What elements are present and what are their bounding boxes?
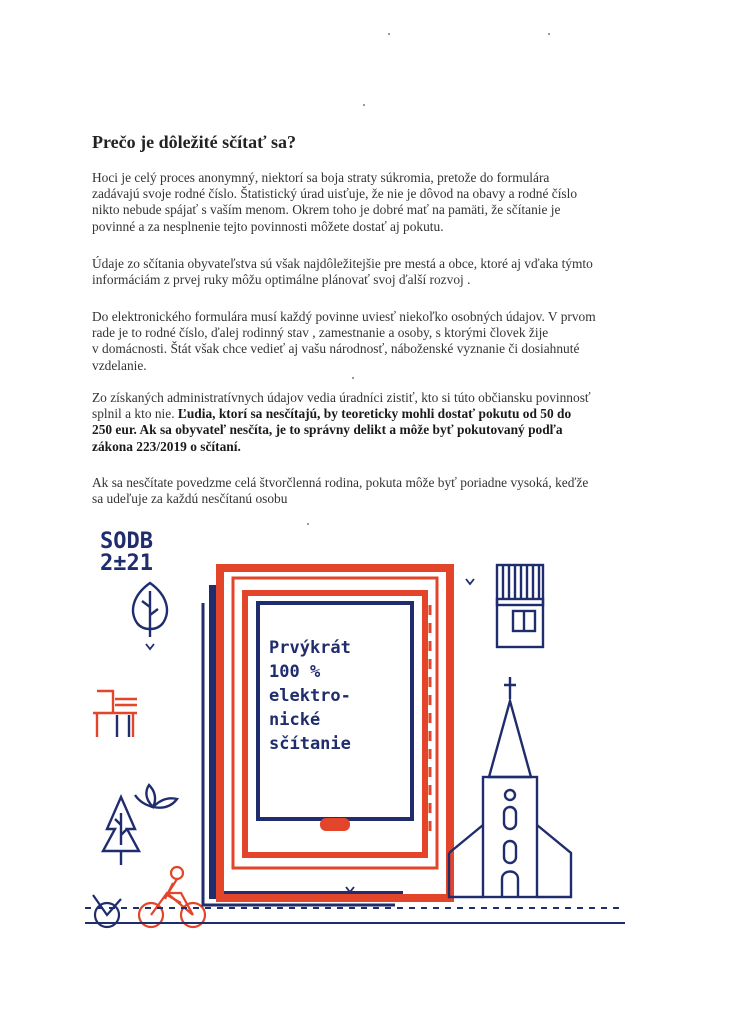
text-segment: nikto nebude spájať s vaším menom. Okrem toho je dobré mať na pamäti, že sčítanie je	[92, 202, 561, 218]
bold-text-segment: zákona 223/2019 o sčítaní.	[92, 438, 241, 454]
tablet-text-line: nické	[269, 710, 321, 730]
text-line	[92, 272, 652, 288]
logo-text-year: 2±21	[100, 551, 153, 576]
text-line	[92, 256, 652, 272]
text-line	[92, 475, 652, 491]
text-segment: Hoci je celý proces anonymný, niektorí sa boja straty súkromia, pretože do formulára	[92, 170, 550, 185]
text-segment: v domácnosti. Štát však chce vedieť aj vašu národnosť, náboženské vyznanie či dosiahnuté	[92, 341, 580, 357]
paragraph-personal-data	[92, 309, 652, 374]
cyclist-icon	[139, 867, 205, 927]
text-line	[92, 202, 652, 218]
text-segment: vzdelanie.	[92, 357, 147, 373]
text-line	[92, 422, 652, 438]
tablet-text-line: Prvýkrát	[269, 638, 351, 658]
chevron-down-icon	[466, 579, 474, 584]
paragraph-fines	[92, 390, 652, 455]
railway-line	[85, 908, 625, 923]
sodb-logo	[100, 529, 153, 576]
tablet-home-button	[320, 818, 350, 831]
paragraph-privacy	[92, 170, 652, 235]
text-line	[92, 170, 652, 186]
text-line	[92, 390, 652, 406]
text-line	[92, 491, 652, 507]
logo-text-sodb: SODB	[100, 529, 153, 554]
text-segment: zadávajú svoje rodné číslo. Štatistický úrad uisťuje, že nie je dôvod na obavy a rodné číslo	[92, 186, 578, 202]
text-segment: Ak sa nesčítate povedzme celá štvorčlenná rodina, pokuta môže byť poriadne vysoká, keďže	[92, 475, 589, 490]
text-segment: rade je to rodné číslo, ďalej rodinný stav , zamestnanie a osoby, s ktorými človek žije	[92, 325, 549, 341]
paragraph-family-fine	[92, 475, 652, 507]
text-segment: splnil a kto nie.	[92, 406, 178, 422]
text-line	[92, 219, 652, 235]
bold-text-segment: 250 eur. Ak sa obyvateľ nesčíta, je to správny delikt a môže byť pokutovaný podľa	[92, 422, 563, 438]
scan-speck	[352, 377, 354, 379]
text-segment: informáciám z prvej ruky môžu optimálne plánovať svoj ďalší rozvoj .	[92, 272, 471, 288]
text-line	[92, 186, 652, 202]
text-line	[92, 325, 652, 341]
church-icon	[449, 677, 571, 897]
text-line	[92, 406, 652, 422]
text-segment: povinné a za nesplnenie tejto povinnosti môžete dostať aj pokutu.	[92, 218, 444, 234]
scan-speck	[363, 104, 365, 106]
bold-text-segment: Ľudia, ktorí sa nesčítajú, by teoreticky mohli dostať pokutu od 50 do	[177, 406, 572, 422]
sprout-icon	[135, 785, 177, 808]
text-segment: Do elektronického formulára musí každý povinne uviesť niekoľko osobných údajov. V prvom	[92, 309, 596, 324]
text-line	[92, 341, 652, 357]
tablet-text-line: 100 %	[269, 662, 321, 682]
census-illustration	[85, 515, 645, 935]
paragraph-municipalities	[92, 256, 652, 288]
document-title: Prečo je dôležité sčítať sa?	[92, 132, 296, 152]
tablet-text-line: elektro-	[269, 686, 351, 706]
chevron-down-icon	[146, 644, 154, 649]
scan-speck	[548, 33, 550, 35]
scan-speck	[388, 33, 390, 35]
house-icon	[497, 565, 543, 647]
bench-icon	[93, 691, 137, 737]
tree-icon	[103, 797, 139, 865]
text-segment: Zo získaných administratívnych údajov vedia úradníci zistiť, kto si túto občiansku povinnosť	[92, 390, 591, 405]
text-line	[92, 358, 652, 374]
tablet-text	[269, 638, 351, 754]
leaf-icon	[133, 583, 167, 637]
tablet-text-line: sčítanie	[269, 734, 351, 754]
text-line	[92, 309, 652, 325]
text-line	[92, 439, 652, 455]
text-segment: Údaje zo sčítania obyvateľstva sú však najdôležitejšie pre mestá a obce, ktoré aj vďaka týmto	[92, 256, 593, 271]
bench-icon	[117, 715, 129, 737]
text-segment: sa udeľuje za každú nesčítanú osobu	[92, 491, 288, 507]
